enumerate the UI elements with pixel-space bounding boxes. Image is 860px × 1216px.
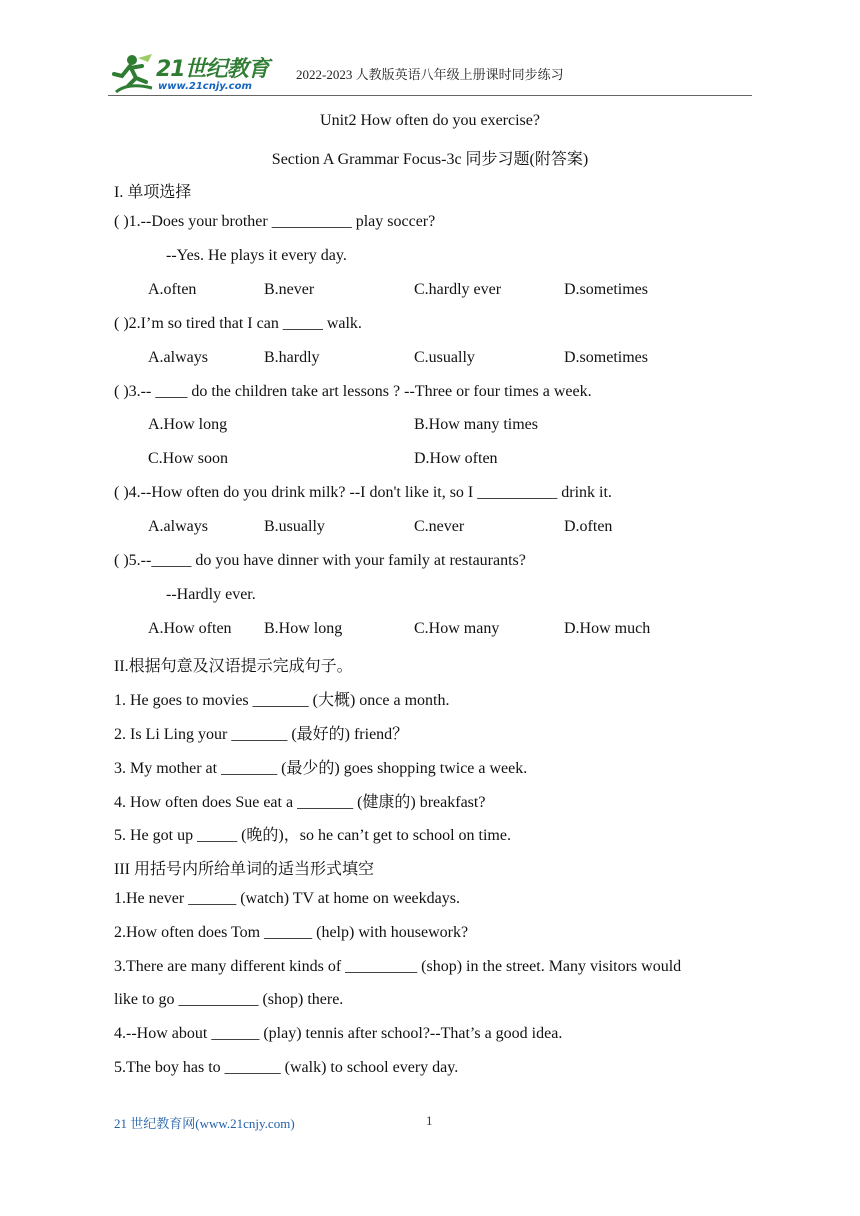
q1-stem: ( )1.--Does your brother __________ play soccer?	[114, 213, 436, 230]
q2-option-c: C.usually	[414, 349, 475, 366]
section2-item-3: 3. My mother at _______ (最少的) goes shopping twice a week.	[114, 760, 528, 777]
q1-option-b: B.never	[264, 281, 315, 298]
q5-stem: ( )5.--_____ do you have dinner with your family at restaurants?	[114, 552, 526, 569]
q4-option-c: C.never	[414, 518, 465, 535]
q5-reply: --Hardly ever.	[166, 586, 256, 603]
q2-option-d: D.sometimes	[564, 349, 648, 366]
q3-stem: ( )3.-- ____ do the children take art lessons ? --Three or four times a week.	[114, 383, 592, 400]
q1-option-d: D.sometimes	[564, 281, 648, 298]
section2-item-5: 5. He got up _____ (晚的)，so he can’t get to school on time.	[114, 827, 511, 844]
header-title: 2022-2023 人教版英语八年级上册课时同步练习	[296, 67, 564, 82]
section2-item-1: 1. He goes to movies _______ (大概) once a month.	[114, 692, 450, 709]
q2-option-b: B.hardly	[264, 349, 320, 366]
header-divider	[108, 95, 752, 96]
section2-item-4: 4. How often does Sue eat a _______ (健康的) breakfast?	[114, 794, 486, 811]
site-logo	[108, 52, 278, 98]
q4-option-d: D.often	[564, 518, 613, 535]
footer-site-link[interactable]: 21 世纪教育网(www.21cnjy.com)	[114, 1116, 295, 1131]
section3-item-3-continued: like to go __________ (shop) there.	[114, 991, 344, 1008]
section3-item-2: 2.How often does Tom ______ (help) with housework?	[114, 924, 469, 941]
q1-reply: --Yes. He plays it every day.	[166, 247, 347, 264]
unit-title: Unit2 How often do you exercise?	[320, 112, 540, 129]
q2-option-a: A.always	[148, 349, 208, 366]
section1-heading: I. 单项选择	[114, 184, 192, 201]
runner-icon	[108, 52, 156, 96]
section3-item-5: 5.The boy has to _______ (walk) to school every day.	[114, 1059, 459, 1076]
section3-item-1: 1.He never ______ (watch) TV at home on weekdays.	[114, 890, 460, 907]
q4-option-b: B.usually	[264, 518, 325, 535]
q3-option-a: A.How long	[148, 416, 228, 433]
section-title: Section A Grammar Focus-3c 同步习题(附答案)	[271, 151, 589, 168]
section3-item-3: 3.There are many different kinds of _________ (shop) in the street. Many visitors would	[114, 958, 682, 975]
section2-heading: II.根据句意及汉语提示完成句子。	[114, 658, 353, 675]
q5-option-d: D.How much	[564, 620, 651, 637]
page-number: 1	[426, 1113, 433, 1128]
q1-option-c: C.hardly ever	[414, 281, 502, 298]
logo-url: www.21cnjy.com	[158, 81, 252, 92]
q1-option-a: A.often	[148, 281, 197, 298]
q5-option-a: A.How often	[148, 620, 232, 637]
q3-option-b: B.How many times	[414, 416, 538, 433]
q3-option-d: D.How often	[414, 450, 498, 467]
q4-option-a: A.always	[148, 518, 208, 535]
q2-stem: ( )2.I’m so tired that I can _____ walk.	[114, 315, 362, 332]
q4-stem: ( )4.--How often do you drink milk? --I don't like it, so I __________ drink it.	[114, 484, 612, 501]
section2-item-2: 2. Is Li Ling your _______ (最好的) friend？	[114, 726, 409, 743]
q5-option-b: B.How long	[264, 620, 343, 637]
q3-option-c: C.How soon	[148, 450, 229, 467]
logo-text: 21世纪教育	[156, 57, 269, 82]
section3-heading: III 用括号内所给单词的适当形式填空	[114, 861, 374, 878]
q5-option-c: C.How many	[414, 620, 500, 637]
section3-item-4: 4.--How about ______ (play) tennis after school?--That’s a good idea.	[114, 1025, 563, 1042]
